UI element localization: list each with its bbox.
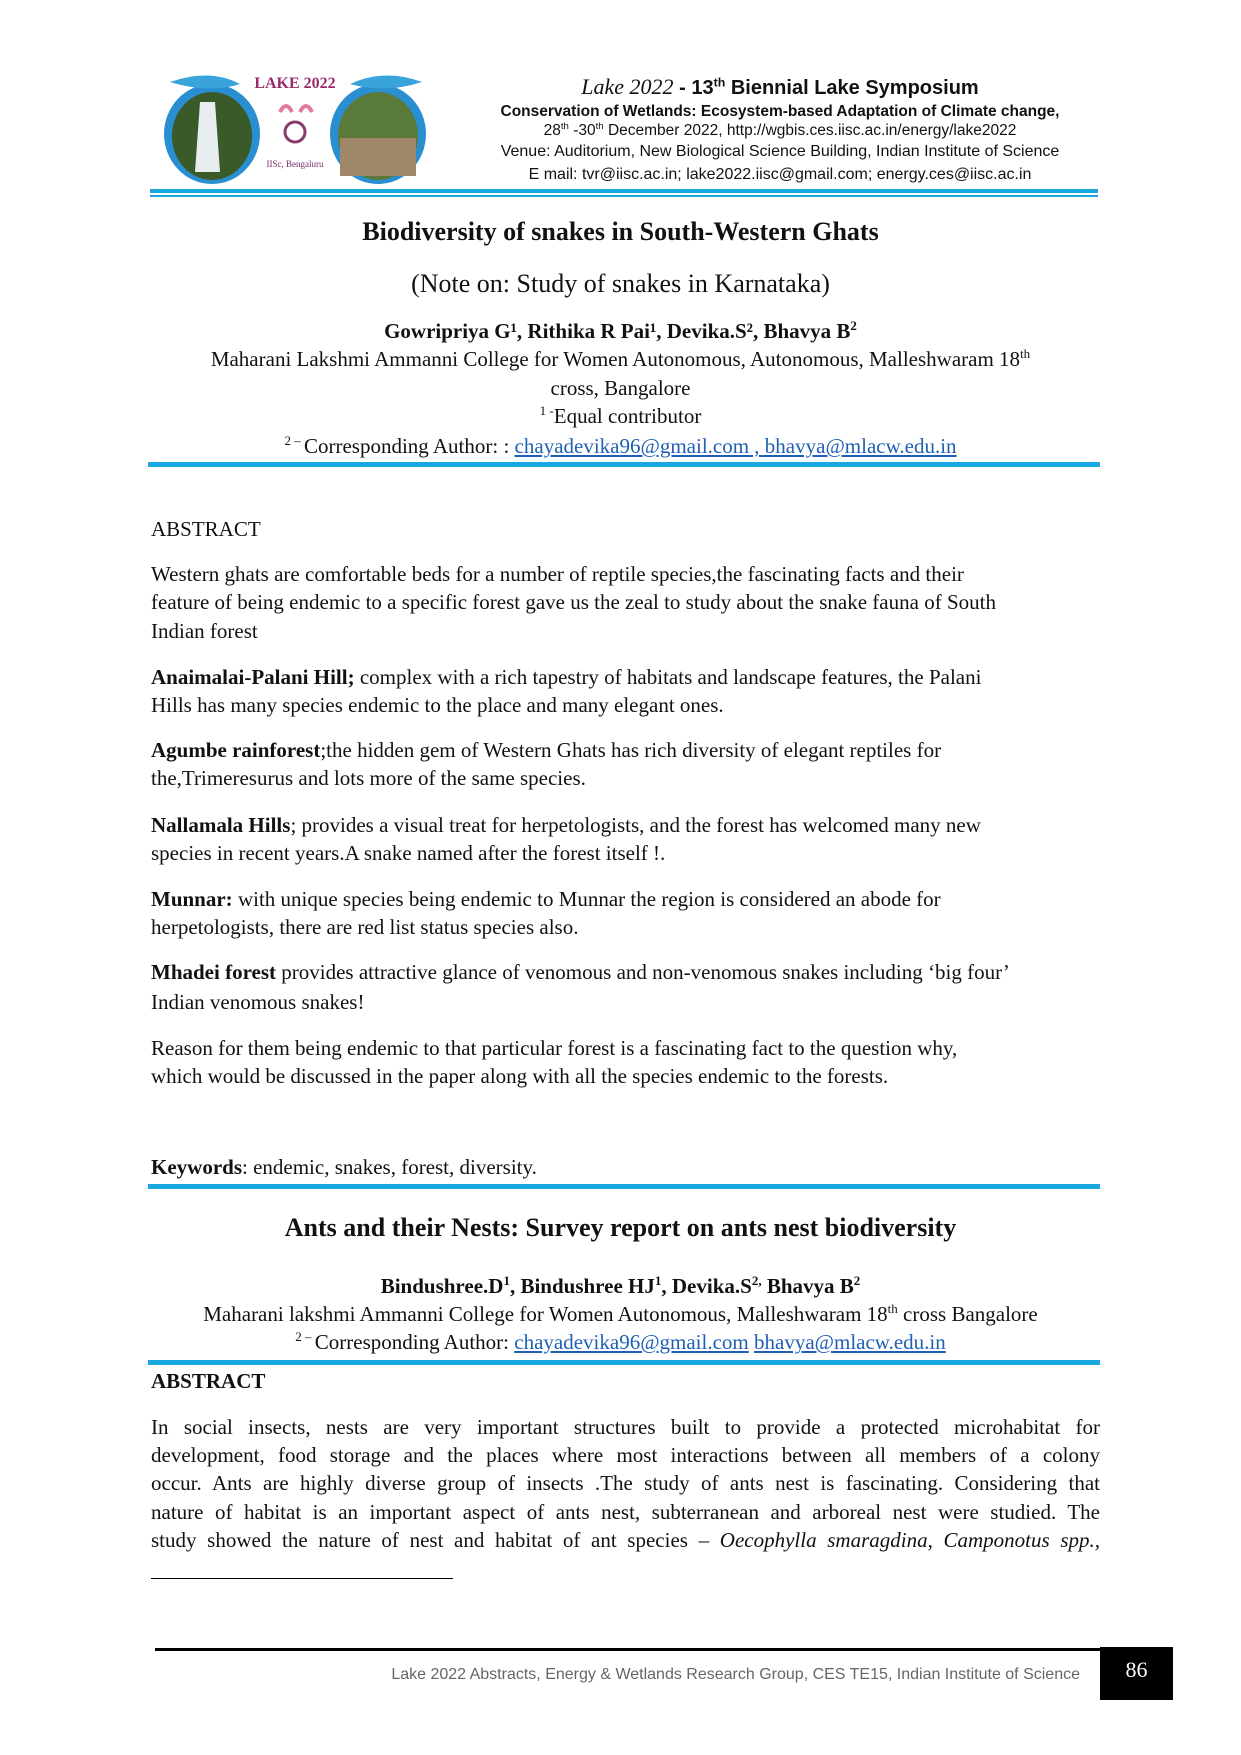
text-line: [151, 1063, 888, 1089]
text-segment: herpetologists, there are red list status species also.: [151, 915, 579, 939]
symposium-dates: [430, 122, 1130, 140]
text-segment: complex with a rich tapestry of habitats and landscape features, the Palani: [354, 665, 982, 689]
section-divider: [148, 462, 1100, 467]
text-segment: Maharani Lakshmi Ammanni College for Women Autonomous, Autonomous, Malleshwaram 18: [210, 347, 1021, 371]
email-link[interactable]: bhavya@mlacw.edu.in: [754, 1330, 946, 1354]
text-segment: 2: [853, 1273, 861, 1288]
text-line: [151, 812, 981, 838]
text-line: [0, 1329, 1241, 1355]
symposium-title: Lake 2022 - 13th Biennial Lake Symposium: [581, 74, 979, 99]
conference-logo: [160, 72, 430, 188]
text-segment: the,Trimeresurus and lots more of the same species.: [151, 766, 586, 790]
text-segment: feature of being endemic to a specific forest gave us the zeal to study about the snake fauna of South: [151, 590, 996, 614]
text-line: [151, 516, 261, 542]
text-line: [151, 618, 258, 644]
text-line: [151, 1470, 1100, 1496]
text-segment: December 2022, http://wgbis.ces.iisc.ac.in/energy/lake2022: [603, 122, 1017, 139]
text-line: [0, 1273, 1241, 1299]
text-line: [151, 1414, 1100, 1440]
text-segment: th: [1020, 346, 1031, 361]
text-line: [151, 1442, 1100, 1468]
text-segment: Western ghats are comfortable beds for a number of reptile species,the fascinating facts and their: [151, 562, 964, 586]
text-segment: Nallamala Hills: [151, 813, 291, 837]
text-line: [151, 989, 364, 1015]
section-divider: [148, 1360, 1100, 1365]
text-line: [151, 561, 964, 587]
text-segment: Hills has many species endemic to the place and many elegant ones.: [151, 693, 724, 717]
text-line: [151, 959, 1010, 985]
text-line: [151, 1527, 1100, 1553]
text-segment: Indian forest: [151, 619, 258, 643]
text-segment: Ants and their Nests: Survey report on ants nest biodiversity: [284, 1213, 957, 1242]
text-segment: Mhadei forest: [151, 960, 277, 984]
text-segment: Anaimalai-Palani Hill;: [151, 665, 355, 689]
text-segment: species in recent years.A snake named after the forest itself !.: [151, 841, 666, 865]
text-segment: Equal contributor: [553, 404, 702, 428]
text-segment: (Note on: Study of snakes in Karnataka): [411, 269, 830, 298]
text-line: [151, 664, 981, 690]
text-segment: Biodiversity of snakes in South-Western Ghats: [362, 217, 879, 246]
text-segment: ; provides a visual treat for herpetologists, and the forest has welcomed many new: [290, 813, 981, 837]
text-segment: : endemic, snakes, forest, diversity.: [242, 1155, 537, 1179]
text-segment: 2: [850, 318, 857, 333]
article-title: [0, 268, 1241, 300]
header-divider-thin: [150, 195, 1098, 197]
text-segment: nature of habitat is an important aspect of ants nest, subterranean and arboreal nest were studied. The: [151, 1500, 1100, 1524]
footer-text: Lake 2022 Abstracts, Energy & Wetlands Research Group, CES TE15, Indian Institute of Science: [391, 1666, 1080, 1683]
text-segment: occur. Ants are highly diverse group of insects .The study of ants nest is fascinating. Considering that: [151, 1471, 1100, 1495]
text-segment: , Devika.S: [661, 1274, 752, 1298]
text-segment: Bhavya B: [761, 1274, 854, 1298]
text-segment: th: [595, 120, 604, 132]
text-segment: Oecophylla smaragdina, Camponotus spp.,: [719, 1528, 1100, 1552]
text-segment: Corresponding Author:: [314, 1330, 515, 1354]
symposium-email: E mail: tvr@iisc.ac.in; lake2022.iisc@gmail.com; energy.ces@iisc.ac.in: [528, 166, 1032, 183]
text-segment: Bindushree.D: [380, 1274, 504, 1298]
text-segment: which would be discussed in the paper along with all the species endemic to the forests.: [151, 1064, 889, 1088]
text-segment: , Bindushree HJ: [509, 1274, 655, 1298]
text-line: [0, 346, 1241, 372]
text-line: [0, 318, 1241, 344]
text-segment: cross, Bangalore: [550, 376, 691, 400]
text-segment: Gowripriya G¹, Rithika R Pai¹, Devika.S², Bhavya B: [384, 319, 851, 343]
text-line: [151, 589, 996, 615]
text-line: [151, 1368, 265, 1394]
email-link[interactable]: chayadevika96@gmail.com: [514, 1330, 749, 1354]
text-line: [151, 840, 665, 866]
text-segment: 2 –: [284, 433, 304, 448]
section-divider: [148, 1184, 1100, 1189]
text-segment: ABSTRACT: [151, 517, 261, 541]
text-segment: th: [560, 120, 569, 132]
text-segment: 28: [543, 122, 561, 139]
text-line: [0, 433, 1241, 459]
text-line: [0, 403, 1241, 429]
text-segment: development, food storage and the places where most interactions between all members of a colony: [151, 1443, 1100, 1467]
text-segment: Keywords: [151, 1155, 242, 1179]
text-segment: with unique species being endemic to Munnar the region is considered an abode for: [232, 887, 941, 911]
text-segment: provides attractive glance of venomous and non-venomous snakes including ‘big four’: [276, 960, 1010, 984]
text-segment: 2,: [751, 1273, 762, 1288]
text-segment: Agumbe rainforest: [151, 738, 321, 762]
article-title: [0, 216, 1241, 248]
text-line: [151, 914, 578, 940]
text-segment: ABSTRACT: [151, 1369, 266, 1393]
text-line: [151, 692, 724, 718]
text-segment: Reason for them being endemic to that particular forest is a fascinating fact to the question why,: [151, 1036, 958, 1060]
header-divider: [150, 189, 1098, 193]
text-segment: 1: [654, 1273, 662, 1288]
text-segment: In social insects, nests are very important structures built to provide a protected microhabitat for: [151, 1415, 1100, 1439]
article-title: [0, 1212, 1241, 1244]
text-segment: th: [887, 1301, 898, 1316]
text-line: [151, 765, 586, 791]
text-segment: 2 –: [295, 1329, 315, 1344]
text-segment: study showed the nature of nest and habitat of ant species –: [151, 1528, 720, 1552]
text-segment: ;the hidden gem of Western Ghats has rich diversity of elegant reptiles for: [320, 738, 942, 762]
text-segment: Corresponding Author: :: [303, 434, 515, 458]
text-line: [151, 1499, 1100, 1525]
symposium-theme: Conservation of Wetlands: Ecosystem-based Adaptation of Climate change,: [500, 103, 1060, 120]
text-segment: Indian venomous snakes!: [151, 990, 365, 1014]
text-line: [151, 737, 941, 763]
text-segment: 1 -: [539, 403, 554, 418]
text-line: [151, 886, 941, 912]
text-segment: Munnar:: [151, 887, 233, 911]
page-number-box: [1100, 1647, 1173, 1700]
text-segment: cross Bangalore: [897, 1302, 1038, 1326]
footnote-separator: [151, 1578, 453, 1579]
text-line: [0, 1301, 1241, 1327]
text-line: [151, 1035, 957, 1061]
text-segment: -30: [568, 122, 596, 139]
svg-text:IISc, Bengaluru: IISc, Bengaluru: [266, 159, 324, 169]
text-line: [0, 375, 1241, 401]
text-segment: 1: [503, 1273, 510, 1288]
text-line: [151, 1154, 537, 1180]
logo-title: LAKE 2022: [254, 75, 336, 92]
footer-rule: [155, 1648, 1100, 1651]
symposium-venue: Venue: Auditorium, New Biological Science Building, Indian Institute of Science: [500, 143, 1060, 160]
text-segment: Maharani lakshmi Ammanni College for Women Autonomous, Malleshwaram 18: [203, 1302, 888, 1326]
email-link[interactable]: chayadevika96@gmail.com , bhavya@mlacw.edu.in: [514, 434, 957, 458]
page-number: 86: [1125, 1657, 1148, 1682]
